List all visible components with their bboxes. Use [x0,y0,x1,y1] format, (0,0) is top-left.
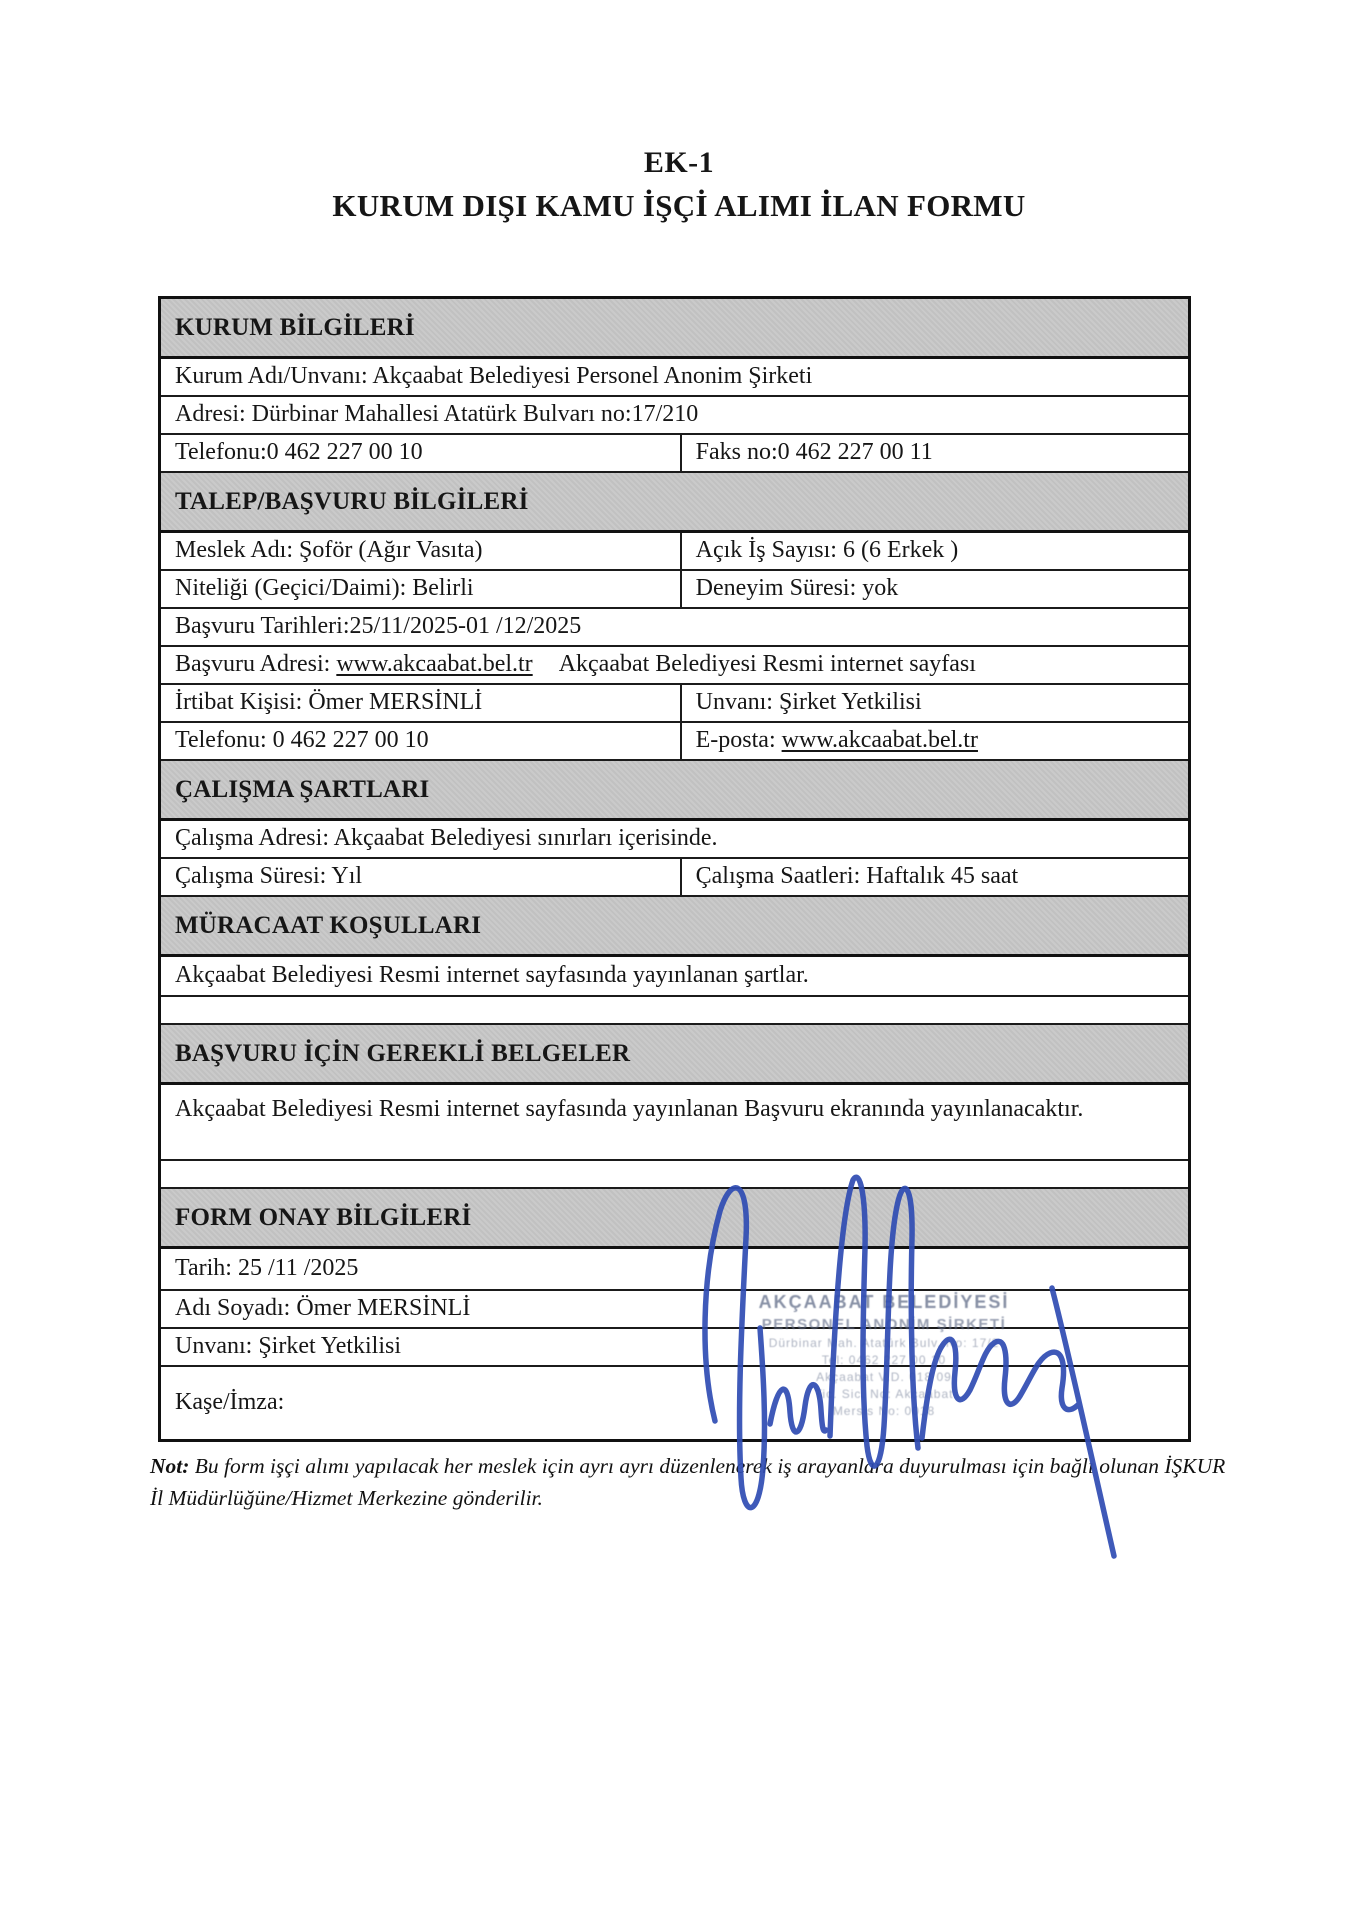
gerekli-belgeler-text: Akçaabat Belediyesi Resmi internet sayfasında yayınlanan Başvuru ekranında yayınlanacaktır. [175,1096,1084,1122]
stamp-line: Tel: 0462 227 00 10 [821,1353,947,1367]
stamp-line: PERSONEL ANONİM ŞİRKETİ [761,1316,1007,1333]
section-header-label: FORM ONAY BİLGİLERİ [175,1204,472,1232]
basvuru-adresi-suffix: Akçaabat Belediyesi Resmi internet sayfası [558,651,976,678]
acik-is-sayisi-text: Açık İş Sayısı: 6 (6 Erkek ) [695,537,959,564]
row-irtibat-unvan [161,685,1188,723]
basvuru-adresi-text [161,651,990,679]
stamp-line: AKÇAABAT BELEDİYESİ [758,1292,1010,1312]
section-header-calisma-sartlari [161,761,1188,821]
form-table [158,296,1191,1442]
row-basvuru-tarihleri [161,609,1188,647]
section-header-gerekli-belgeler [161,1025,1188,1085]
adi-soyadi-text: Adı Soyadı: Ömer MERSİNLİ [175,1295,471,1322]
eposta-link: www.akcaabat.bel.tr [781,727,978,754]
footer-note-text: Bu form işçi alımı yapılacak her meslek için ayrı ayrı düzenlenerek iş arayanlara duyurulması için bağlı olunan İŞKUR İl Müdürlüğüne/Hizmet Merkezine gönderilir. [150,1454,1226,1511]
stamp-line: Mersis No: 0018 [832,1404,936,1418]
meslek-adi-text: Meslek Adı: Şoför (Ağır Vasıta) [175,537,483,564]
unvani-text: Unvanı: Şirket Yetkilisi [695,689,922,716]
row-muracaat-text [161,957,1188,997]
footer-note [150,1450,1228,1515]
stamp-line: Tic. Sic. No: Akçaabat [814,1387,954,1401]
basvuru-tarihleri-text: Başvuru Tarihleri:25/11/2025-01 /12/2025 [175,613,582,640]
kurum-adi-text: Kurum Adı/Unvanı: Akçaabat Belediyesi Personel Anonim Şirketi [175,363,813,390]
row-telefon-faks [161,435,1188,473]
stamp-line: Akçaabat V.D. 018 09 [816,1370,952,1384]
irtibat-kisisi-text: İrtibat Kişisi: Ömer MERSİNLİ [175,689,483,716]
row-meslek-acikis [161,533,1188,571]
form-code-title: EK-1 [643,146,715,179]
irtibat-telefonu-text: Telefonu: 0 462 227 00 10 [175,727,429,754]
calisma-suresi-text: Çalışma Süresi: Yıl [175,863,363,890]
footer-note-prefix: Not: [150,1454,190,1478]
stamp-line: Dürbinar Mah. Atatürk Bulv. No: 17/2 [768,1336,1000,1350]
eposta-text [682,727,992,755]
calisma-adresi-text: Çalışma Adresi: Akçaabat Belediyesi sınırları içerisinde. [175,825,718,852]
faks-text: Faks no:0 462 227 00 11 [695,439,933,466]
row-kurum-adi [161,359,1188,397]
niteligi-text: Niteliği (Geçici/Daimi): Belirli [175,575,474,602]
tarih-text: Tarih: 25 /11 /2025 [175,1255,359,1282]
section-header-talep-basvuru [161,473,1188,533]
section-header-label: BAŞVURU İÇİN GEREKLİ BELGELER [175,1040,631,1068]
row-niteligi-deneyim [161,571,1188,609]
row-adresi [161,397,1188,435]
row-telefon-eposta [161,723,1188,761]
section-header-label: MÜRACAAT KOŞULLARI [175,912,482,940]
section-header-label: KURUM BİLGİLERİ [175,314,415,342]
row-calisma-adresi [161,821,1188,859]
row-onay-unvani [161,1329,1188,1367]
row-adi-soyadi [161,1291,1188,1329]
eposta-label: E-posta: [695,727,776,754]
row-empty-spacer [161,997,1188,1025]
kase-imza-text: Kaşe/İmza: [175,1389,285,1416]
row-basvuru-adresi [161,647,1188,685]
telefonu-text: Telefonu:0 462 227 00 10 [175,439,423,466]
form-main-title: KURUM DIŞI KAMU İŞÇİ ALIMI İLAN FORMU [332,188,1026,223]
basvuru-adresi-link: www.akcaabat.bel.tr [336,651,533,678]
calisma-saatleri-text: Çalışma Saatleri: Haftalık 45 saat [695,863,1019,890]
adresi-text: Adresi: Dürbinar Mahallesi Atatürk Bulvarı no:17/210 [175,401,699,428]
row-tarih [161,1249,1188,1291]
row-empty-spacer [161,1161,1188,1189]
onay-unvani-text: Unvanı: Şirket Yetkilisi [175,1333,402,1360]
row-suresi-saatleri [161,859,1188,897]
section-header-form-onay [161,1189,1188,1249]
row-kase-imza [161,1367,1188,1439]
basvuru-adresi-label: Başvuru Adresi: [175,651,331,678]
section-header-label: ÇALIŞMA ŞARTLARI [175,776,430,804]
section-header-muracaat-kosullari [161,897,1188,957]
section-header-kurum-bilgileri [161,299,1188,359]
document-title-block [0,146,1358,224]
row-gerekli-belgeler-text [161,1085,1188,1161]
section-header-label: TALEP/BAŞVURU BİLGİLERİ [175,488,529,516]
muracaat-text: Akçaabat Belediyesi Resmi internet sayfasında yayınlanan şartlar. [175,962,809,989]
deneyim-suresi-text: Deneyim Süresi: yok [695,575,899,602]
